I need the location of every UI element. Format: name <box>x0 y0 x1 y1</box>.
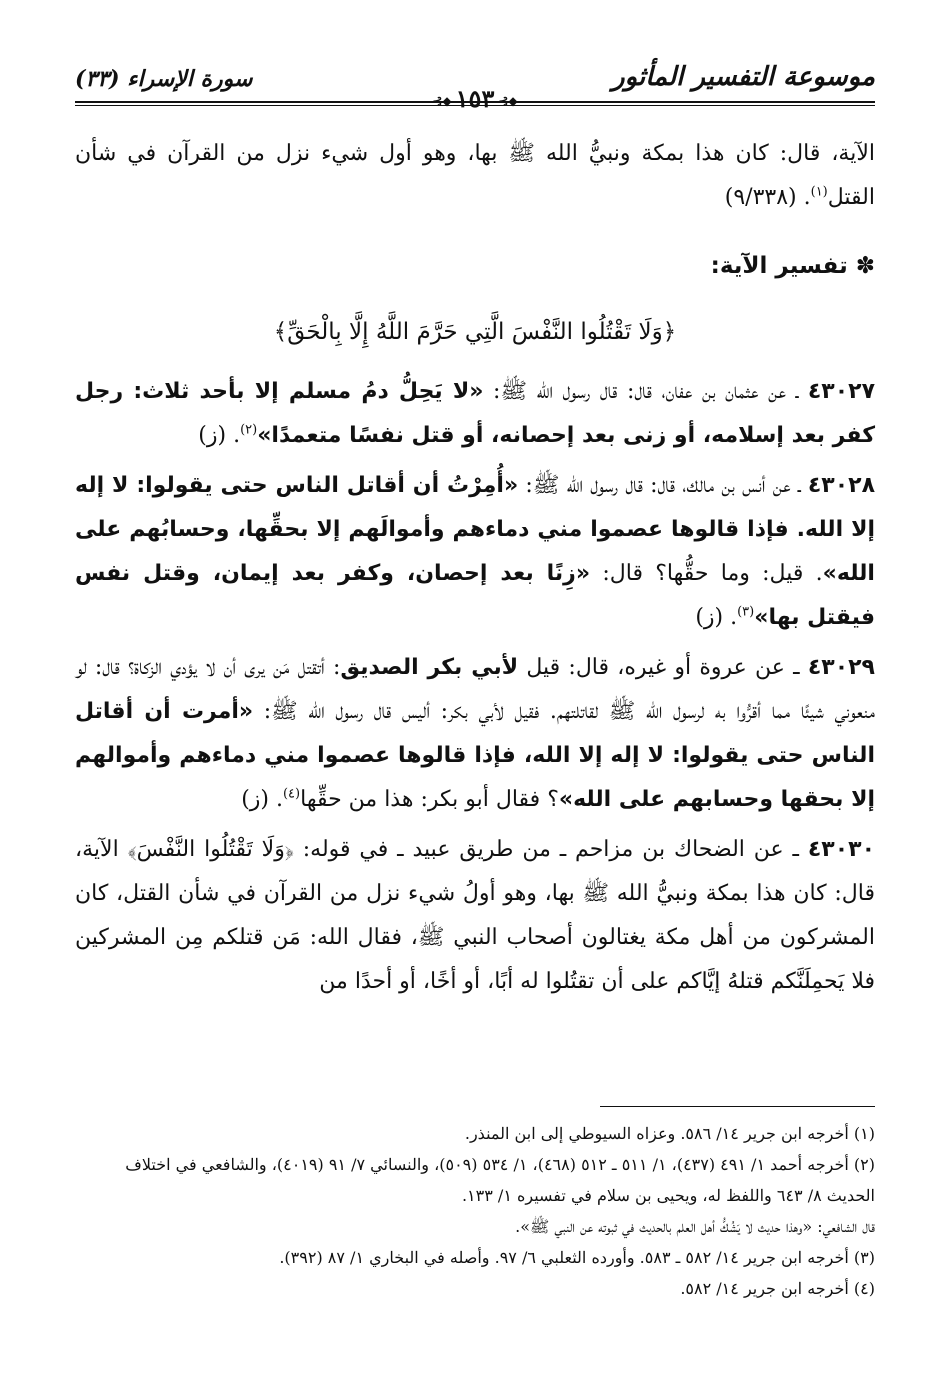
footnotes <box>75 1118 875 1304</box>
footnote: (٢) أخرجه أحمد ١/ ٤٩١ (٤٣٧)، ١/ ٥١١ ـ ٥١٢ (٤٦٨)، ١/ ٥٣٤ (٥٠٩)، والنسائي ٧/ ٩١ (٤٠١٩)، والشافعي في اختلاف الحديث ٨/ ٦٤٣ واللفظ له، ويحيى بن سلام في تفسيره ١/ ١٣٣. <box>125 1155 875 1205</box>
person-name: لأبي بكر الصديق <box>340 655 519 680</box>
hadith-entry <box>75 646 875 822</box>
hadith-entry <box>75 464 875 640</box>
page-number-value: ١٥٣ <box>455 84 495 113</box>
flower-icon: ✽ <box>855 253 875 279</box>
page-header <box>75 58 875 113</box>
entry-text: ؟ فقال أبو بكر: هذا من حقِّها <box>300 787 559 812</box>
footnote-marker: (٢) <box>240 422 258 438</box>
hadith-entry <box>75 370 875 458</box>
entry-text: ـ عن الضحاك بن مزاحم ـ من طريق عبيد ـ في قوله: <box>293 837 808 862</box>
main-text <box>75 132 875 1010</box>
hadith-quote: «لا يَحِلُّ دمُ مسلم إلا بأحد ثلاث: رجل كفر بعد إسلامه، أو زنى بعد إحصانه، أو قتل نفسًا متعمدًا» <box>75 379 875 448</box>
footnote-marker: (١) <box>810 184 828 200</box>
surah-title: سورة الإسراء (٣٣) <box>75 66 253 92</box>
entry-number: ٤٣٠٣٠ <box>807 837 876 862</box>
quran-verse: ﴿وَلَا تَقْتُلُوا النَّفْسَ الَّتِي حَرَّمَ اللَّهُ إِلَّا بِالْحَقِّ﴾ <box>273 319 677 345</box>
ornament-icon: ◆⊱ <box>498 93 518 108</box>
entry-text: ـ عن عروة أو غيره، قال: قيل <box>518 655 808 680</box>
footnote-divider <box>600 1106 875 1107</box>
footnote: قال الشافعي: «وهذا حديث لا يَشُكُّ أهل العلم بالحديث في ثبوته عن النبي ﷺ». <box>515 1217 875 1236</box>
quran-verse-inline: ﴿وَلَا تَقْتُلُوا النَّفْسَ﴾ <box>127 837 294 862</box>
hadith-quote: «أُمِرْتُ أن أقاتل الناس حتى يقولوا: لا إله إلا الله. فإذا قالوها عصموا مني دماءهم وأموالَهم إلا بحقِّها، وحسابُهم على الله» <box>75 473 875 586</box>
footnote: (٣) أخرجه ابن جرير ١٤/ ٥٨٢ ـ ٥٨٣. وأورده الثعلبي ٦/ ٩٧. وأصله في البخاري ١/ ٨٧ (٣٩٢). <box>279 1248 875 1267</box>
book-title: موسوعة التفسير المأثور <box>612 62 875 92</box>
intro-text: الآية، قال: كان هذا بمكة ونبيُّ الله ﷺ بها، وهو أول شيء نزل من القرآن في شأن القتل <box>75 141 875 210</box>
entry-text: : أتقتل مَن يرى أن لا يؤدي الزكاة؟ قال: لو منعوني شيئًا مما أقرُّوا به لرسول الله ﷺ لقاتلتهم. فقيل لأبي بكر: أليس قال رسول الله ﷺ: <box>75 655 875 724</box>
entry-number: ٤٣٠٢٨ <box>807 473 875 498</box>
footnote: (١) أخرجه ابن جرير ١٤/ ٥٨٦. وعزاه السيوطي إلى ابن المنذر. <box>464 1124 875 1143</box>
entry-suffix: . (ز) <box>241 787 283 812</box>
source-reference: . (٩/٣٣٨) <box>724 185 811 210</box>
section-heading <box>75 244 875 288</box>
entry-text: الآية، قال: كان هذا بمكة ونبيُّ الله ﷺ بها، وهو أولُ شيء نزل من القرآن في شأن القتل، كان المشركون من أهل مكة يغتالون أصحاب النبي ﷺ، فقال الله: مَن قتلكم مِن المشركين فلا يَحمِلَنَّكم قتلهُ إيَّاكم على أن تقتُلوا له أبًا، أو أخًا، أو أحدًا من <box>75 837 875 994</box>
entry-number: ٤٣٠٢٩ <box>807 655 875 680</box>
hadith-quote: «زِنًا بعد إحصان، وكفر بعد إيمان، وقتل نفس فيقتل بها» <box>75 561 875 630</box>
header-divider <box>75 101 875 103</box>
footnote-marker: (٣) <box>737 604 755 620</box>
hadith-entry <box>75 828 875 1004</box>
ornament-icon: ◆⊱ <box>432 93 452 108</box>
footnote: (٤) أخرجه ابن جرير ١٤/ ٥٨٢. <box>680 1279 875 1298</box>
header-divider <box>75 105 875 106</box>
entry-text: ـ عن أنس بن مالك، قال: قال رسول الله ﷺ: <box>518 473 808 498</box>
page-number <box>418 84 531 113</box>
entry-text: ـ عن عثمان بن عفان، قال: قال رسول الله ﷺ: <box>483 379 808 404</box>
section-title: تفسير الآية: <box>710 253 848 279</box>
footnote-marker: (٤) <box>282 786 301 802</box>
entry-number: ٤٣٠٢٧ <box>807 379 875 404</box>
entry-text: . قيل: وما حقُّها؟ قال: <box>590 561 823 586</box>
hadith-quote: «أمرت أن أقاتل الناس حتى يقولوا: لا إله إلا الله، فإذا قالوها عصموا مني دماءهم وأموالهم إلا بحقها وحسابهم على الله» <box>75 699 875 812</box>
entry-suffix: . (ز) <box>695 605 738 630</box>
intro-paragraph <box>75 132 875 220</box>
entry-suffix: . (ز) <box>198 423 241 448</box>
